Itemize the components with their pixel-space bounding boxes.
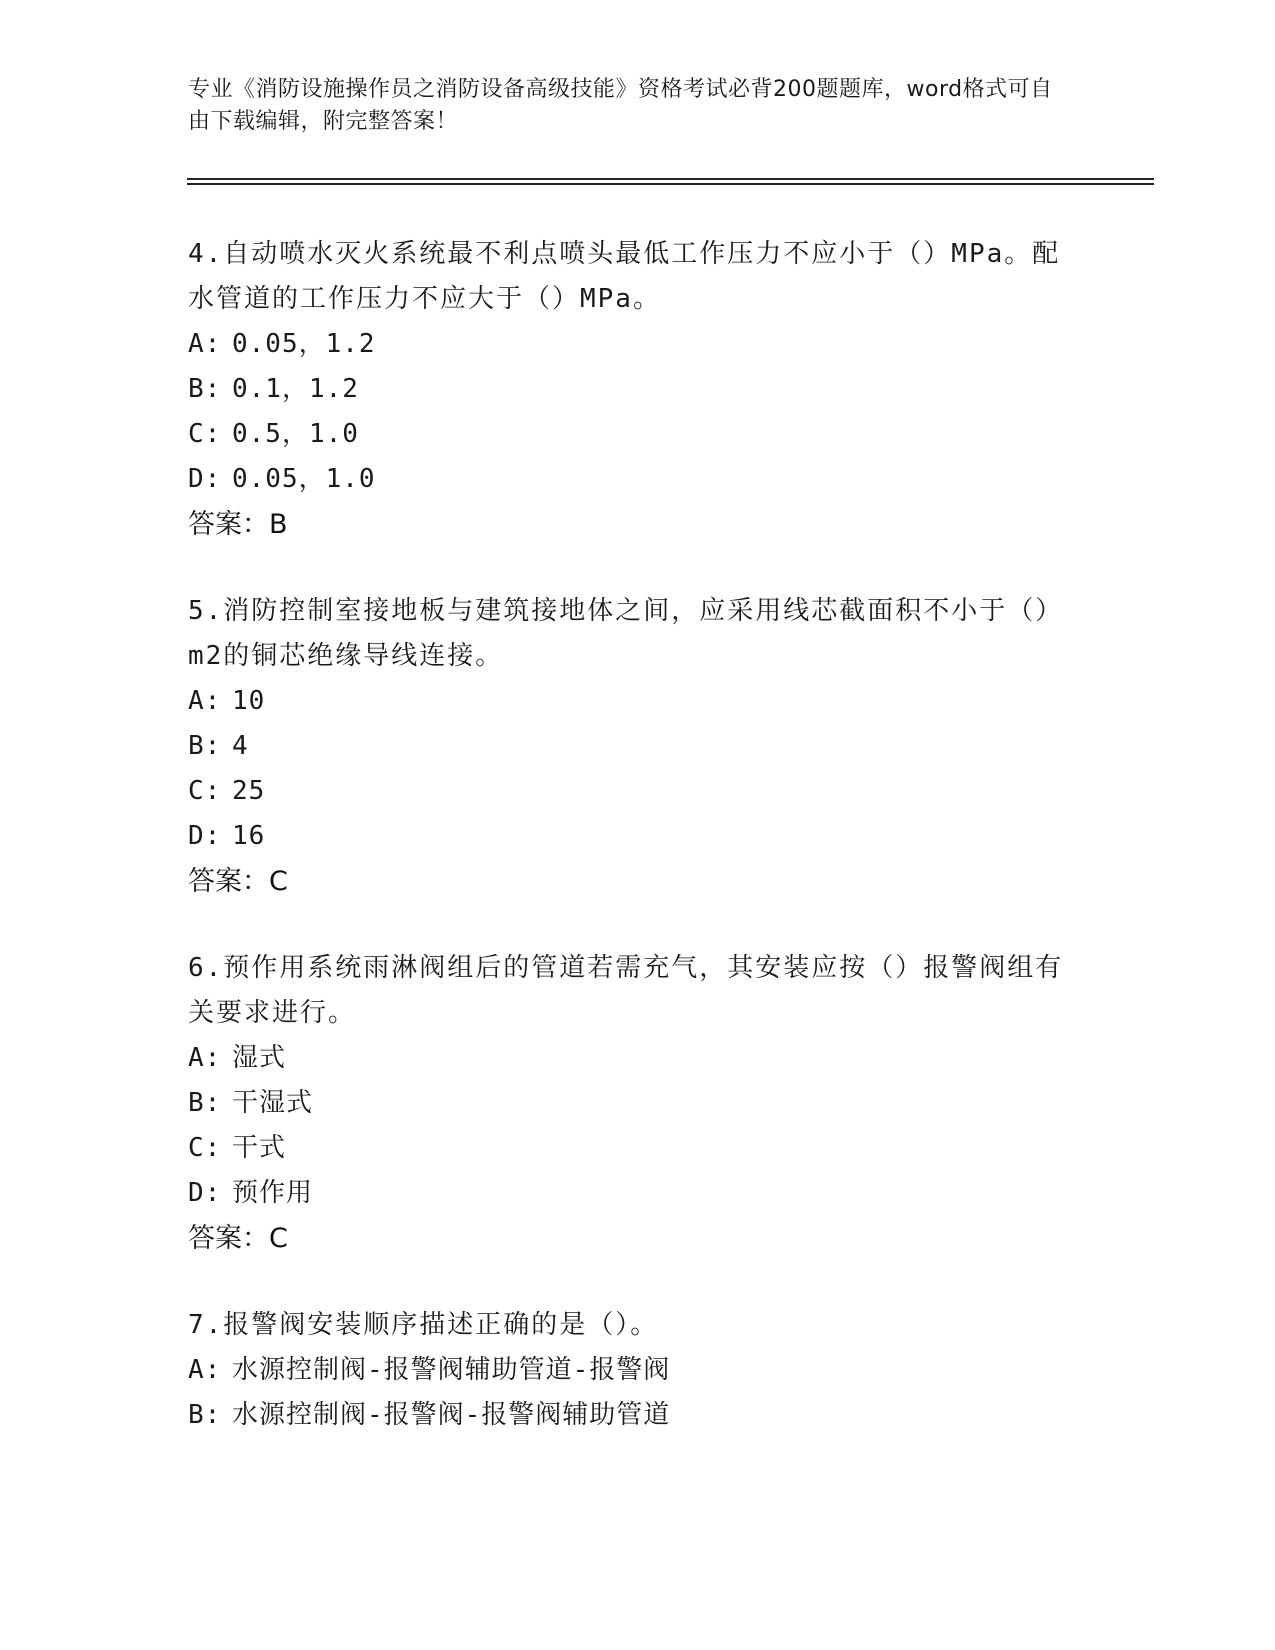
option-letter: A: — [188, 686, 222, 716]
option-text: 0.5，1.0 — [232, 419, 359, 449]
option-b — [188, 367, 1088, 412]
option-letter: A: — [188, 1355, 222, 1385]
option-b — [188, 1081, 1088, 1126]
option-c — [188, 1126, 1088, 1171]
option-letter: C: — [188, 776, 222, 806]
option-a — [188, 679, 1088, 724]
option-text: 干式 — [232, 1133, 287, 1163]
option-text: 0.05，1.2 — [232, 329, 376, 359]
answer-label: 答案：C — [188, 866, 288, 897]
option-letter: D: — [188, 1178, 222, 1208]
option-text: 水源控制阀-报警阀辅助管道-报警阀 — [232, 1355, 671, 1385]
option-letter: D: — [188, 821, 222, 851]
option-text: 16 — [232, 821, 266, 851]
question-text: 6.预作用系统雨淋阀组后的管道若需充气，其安装应按（）报警阀组有关要求进行。 — [188, 953, 1064, 1028]
header-divider-top — [187, 178, 1154, 180]
option-d — [188, 1171, 1088, 1216]
option-text: 0.1，1.2 — [232, 374, 359, 404]
question-item — [188, 1303, 1088, 1438]
option-b — [188, 724, 1088, 769]
option-a — [188, 1036, 1088, 1081]
option-letter: B: — [188, 1088, 222, 1118]
question-item — [188, 946, 1088, 1261]
option-d — [188, 457, 1088, 502]
option-text: 10 — [232, 686, 266, 716]
question-text: 4.自动喷水灭火系统最不利点喷头最低工作压力不应小于（）MPa。配水管道的工作压力不应大于（）MPa。 — [188, 239, 1061, 314]
option-d — [188, 814, 1088, 859]
question-item — [188, 232, 1088, 547]
question-text: 7.报警阀安装顺序描述正确的是（）。 — [188, 1310, 659, 1340]
option-a — [188, 322, 1088, 367]
option-letter: C: — [188, 419, 222, 449]
option-letter: C: — [188, 1133, 222, 1163]
header-divider-bottom — [187, 183, 1154, 185]
option-letter: B: — [188, 374, 222, 404]
question-text: 5.消防控制室接地板与建筑接地体之间，应采用线芯截面积不小于（）m2的铜芯绝缘导线连接。 — [188, 596, 1064, 671]
option-letter: A: — [188, 1043, 222, 1073]
option-c — [188, 412, 1088, 457]
option-text: 湿式 — [232, 1043, 287, 1073]
option-text: 干湿式 — [232, 1088, 314, 1118]
option-letter: B: — [188, 1400, 222, 1430]
question-list — [188, 232, 1088, 1480]
option-c — [188, 769, 1088, 814]
answer-label: 答案：B — [188, 509, 288, 540]
option-letter: A: — [188, 329, 222, 359]
option-text: 水源控制阀-报警阀-报警阀辅助管道 — [232, 1400, 671, 1430]
option-text: 25 — [232, 776, 266, 806]
option-letter: D: — [188, 464, 222, 494]
option-a — [188, 1348, 1088, 1393]
answer-label: 答案：C — [188, 1223, 288, 1254]
question-item — [188, 589, 1088, 904]
option-text: 预作用 — [232, 1178, 314, 1208]
option-letter: B: — [188, 731, 222, 761]
option-text: 0.05，1.0 — [232, 464, 376, 494]
option-b — [188, 1393, 1088, 1438]
document-intro: 专业《消防设施操作员之消防设备高级技能》资格考试必背200题题库，word格式可自由下载编辑，附完整答案！ — [188, 77, 1053, 134]
option-text: 4 — [232, 731, 249, 761]
